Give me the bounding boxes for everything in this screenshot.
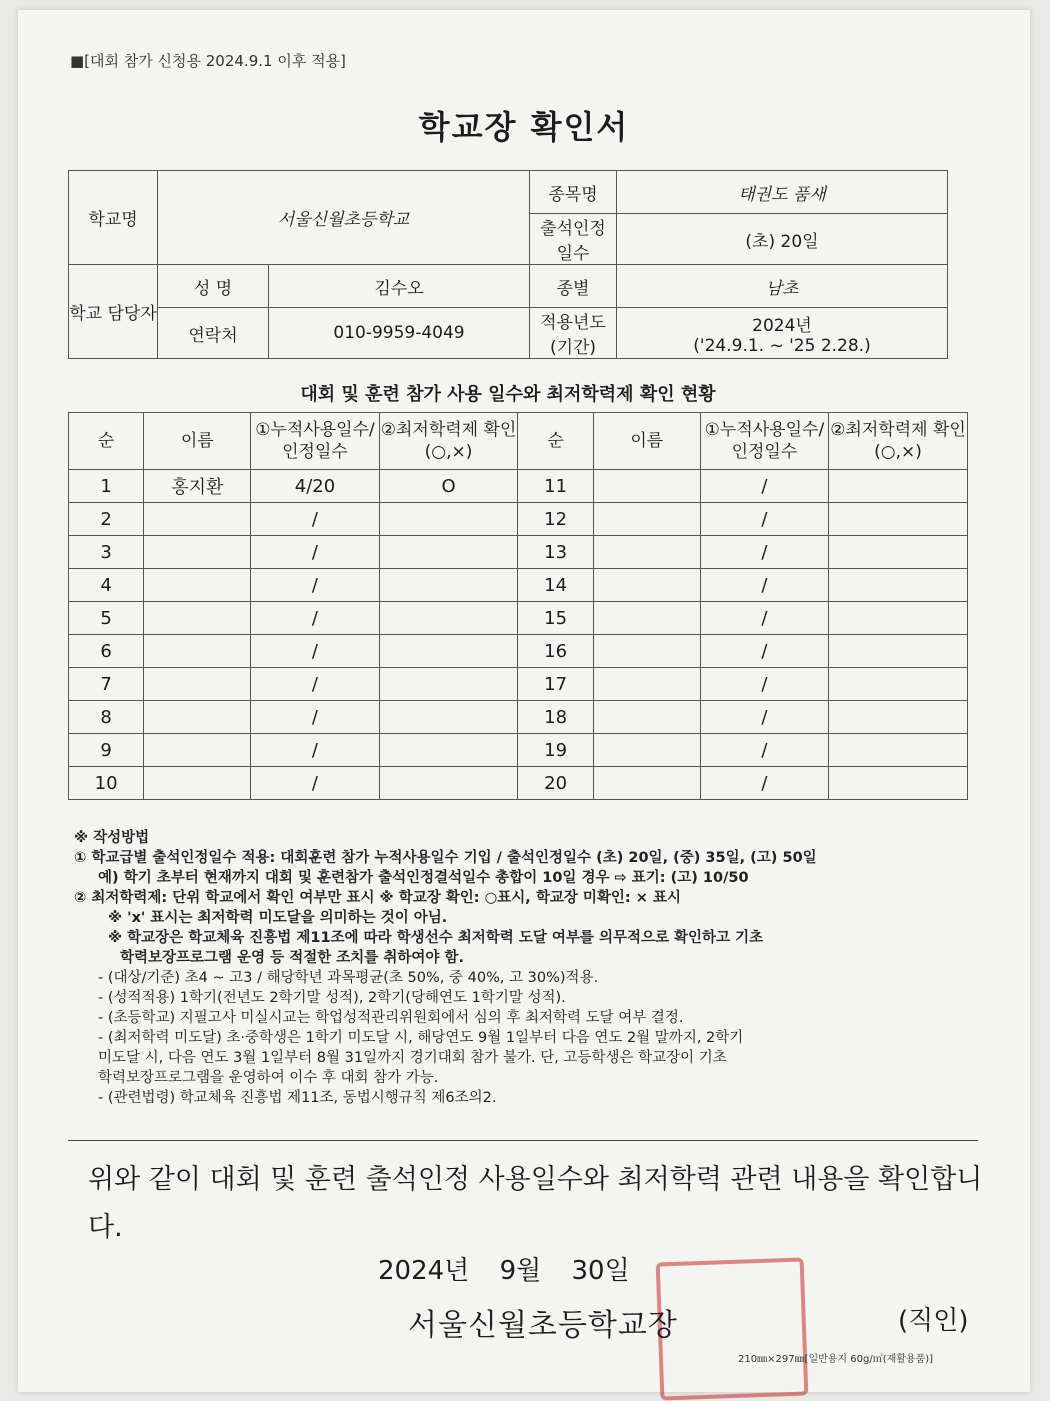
gender-value: 남초 — [617, 265, 948, 308]
note-sub-4b: 미도달 시, 다음 연도 3월 1일부터 8월 31일까지 경기대회 참가 불가. 단, 고등학생은 학교장이 기초 — [98, 1050, 727, 1066]
instructions — [74, 828, 984, 1108]
table-row — [69, 668, 968, 701]
table-row — [69, 470, 968, 503]
cell-name — [144, 635, 251, 668]
section-title: 대회 및 훈련 참가 사용 일수와 최저학력제 확인 현황 — [300, 384, 716, 405]
official-seal-stamp — [656, 1257, 809, 1400]
cell-no: 17 — [518, 668, 593, 701]
cell-days: / — [251, 602, 379, 635]
cell-no: 1 — [69, 470, 144, 503]
header-name-right: 이름 — [593, 413, 700, 470]
document-title: 학교장 확인서 — [418, 108, 630, 146]
cell-no: 13 — [518, 536, 593, 569]
cell-days: / — [251, 635, 379, 668]
header-days-right: ①누적사용일수/인정일수 — [700, 413, 828, 470]
cell-no: 2 — [69, 503, 144, 536]
period-value: ('24.9.1. ~ '25 2.28.) — [693, 335, 871, 356]
cell-no: 16 — [518, 635, 593, 668]
table-row — [69, 701, 968, 734]
date-day: 30일 — [571, 1256, 630, 1286]
cell-name — [593, 569, 700, 602]
cell-name — [593, 701, 700, 734]
cell-days: / — [700, 569, 828, 602]
header-confirm-right: ②최저학력제 확인(○,×) — [829, 413, 968, 470]
cell-days: / — [700, 767, 828, 800]
cell-no: 6 — [69, 635, 144, 668]
event-value: 태권도 품새 — [617, 171, 948, 214]
note-2d: 학력보장프로그램 운영 등 적절한 조치를 취하여야 함. — [120, 950, 464, 966]
cell-name — [144, 536, 251, 569]
note-sub-1: - (대상/기준) 초4 ~ 고3 / 해당학년 과목평균(초 50%, 중 40%, 고 30%)적용. — [98, 970, 599, 986]
cell-name — [144, 767, 251, 800]
header-name-left: 이름 — [144, 413, 251, 470]
cell-confirm — [829, 503, 968, 536]
table-header-row — [69, 413, 968, 470]
cell-name — [144, 569, 251, 602]
cell-confirm — [829, 602, 968, 635]
cell-days: / — [700, 734, 828, 767]
cell-no: 20 — [518, 767, 593, 800]
cell-days: / — [700, 602, 828, 635]
cell-confirm — [829, 734, 968, 767]
cell-days: / — [251, 536, 379, 569]
paper-spec-note: 210㎜×297㎜[일반용지 60g/㎡(재활용품)] — [738, 1354, 934, 1365]
year-value: 2024년 — [752, 315, 812, 336]
cell-name — [144, 602, 251, 635]
note-2b: ※ 'x' 표시는 최저학력 미도달을 의미하는 것이 아님. — [108, 910, 448, 926]
notes-heading: ※ 작성방법 — [74, 830, 150, 846]
cell-no: 18 — [518, 701, 593, 734]
cell-days: 4/20 — [251, 470, 379, 503]
cell-no: 5 — [69, 602, 144, 635]
date-year: 2024년 — [378, 1256, 470, 1286]
table-row — [69, 734, 968, 767]
cell-name — [144, 668, 251, 701]
cell-days: / — [700, 503, 828, 536]
cell-name — [593, 635, 700, 668]
divider — [68, 1140, 978, 1141]
name-value: 김수오 — [269, 265, 530, 308]
cell-confirm — [379, 503, 518, 536]
header-days-left: ①누적사용일수/인정일수 — [251, 413, 379, 470]
cell-name — [593, 734, 700, 767]
cell-days: / — [251, 668, 379, 701]
cell-name — [144, 701, 251, 734]
cell-name — [593, 536, 700, 569]
header-no-left: 순 — [69, 413, 144, 470]
header-confirm-left: ②최저학력제 확인(○,×) — [379, 413, 518, 470]
cell-confirm — [379, 569, 518, 602]
cell-days: / — [251, 701, 379, 734]
note-sub-5: - (관련법령) 학교체육 진흥법 제11조, 동법시행규칙 제6조의2. — [98, 1090, 497, 1106]
header-no-right: 순 — [518, 413, 593, 470]
cell-confirm — [379, 635, 518, 668]
cell-no: 15 — [518, 602, 593, 635]
cell-no: 14 — [518, 569, 593, 602]
name-label: 성 명 — [158, 265, 269, 308]
table-row — [69, 569, 968, 602]
date-month: 9월 — [499, 1256, 542, 1286]
table-row — [69, 767, 968, 800]
attend-value: (초) 20일 — [617, 214, 948, 265]
cell-no: 10 — [69, 767, 144, 800]
cell-confirm — [829, 569, 968, 602]
school-info-table — [68, 170, 948, 359]
note-sub-2: - (성적적용) 1학기(전년도 2학기말 성적), 2학기(당해연도 1학기말 성적). — [98, 990, 566, 1006]
note-sub-4a: - (최저학력 미도달) 초·중학생은 1학기 미도달 시, 해당연도 9월 1일부터 다음 연도 2월 말까지, 2학기 — [98, 1030, 744, 1046]
contact-label: 연락처 — [158, 308, 269, 359]
cell-confirm — [379, 536, 518, 569]
attend-label: 출석인정 일수 — [530, 214, 617, 265]
participation-table — [68, 412, 968, 800]
cell-no: 4 — [69, 569, 144, 602]
signing-date — [378, 1250, 630, 1287]
gender-label: 종별 — [530, 265, 617, 308]
note-2a: ② 최저학력제: 단위 학교에서 확인 여부만 표시 ※ 학교장 확인: ○표시, 학교장 미확인: × 표시 — [74, 890, 681, 906]
cell-no: 3 — [69, 536, 144, 569]
header-note: ■[대회 참가 신청용 2024.9.1 이후 적용] — [70, 52, 346, 70]
year-period-cell — [617, 308, 948, 359]
cell-name — [593, 668, 700, 701]
year-label: 적용년도 (기간) — [530, 308, 617, 359]
cell-no: 7 — [69, 668, 144, 701]
cell-days: / — [700, 635, 828, 668]
contact-value: 010-9959-4049 — [269, 308, 530, 359]
table-row — [69, 602, 968, 635]
note-2c: ※ 학교장은 학교체육 진흥법 제11조에 따라 학생선수 최저학력 도달 여부를 의무적으로 확인하고 기초 — [108, 930, 764, 946]
cell-confirm — [829, 470, 968, 503]
cell-confirm — [829, 701, 968, 734]
cell-name — [593, 767, 700, 800]
cell-name — [593, 503, 700, 536]
table-row — [69, 536, 968, 569]
cell-confirm — [379, 734, 518, 767]
cell-no: 11 — [518, 470, 593, 503]
cell-name: 홍지환 — [144, 470, 251, 503]
cell-confirm — [829, 767, 968, 800]
note-sub-4c: 학력보장프로그램을 운영하여 이수 후 대회 참가 가능. — [98, 1070, 439, 1086]
cell-no: 19 — [518, 734, 593, 767]
cell-name — [593, 602, 700, 635]
cell-confirm — [379, 602, 518, 635]
cell-confirm: O — [379, 470, 518, 503]
cell-days: / — [700, 536, 828, 569]
note-1a: ① 학교급별 출석인정일수 적용: 대회훈련 참가 누적사용일수 기입 / 출석인정일수 (초) 20일, (중) 35일, (고) 50일 — [74, 850, 817, 866]
table-body — [69, 470, 968, 800]
cell-confirm — [379, 701, 518, 734]
cell-days: / — [700, 668, 828, 701]
table-row — [69, 635, 968, 668]
cell-days: / — [700, 701, 828, 734]
cell-no: 9 — [69, 734, 144, 767]
school-label: 학교명 — [69, 171, 158, 265]
document-page — [18, 10, 1030, 1392]
cell-days: / — [251, 767, 379, 800]
cell-days: / — [700, 470, 828, 503]
school-value: 서울신월초등학교 — [158, 171, 530, 265]
cell-confirm — [829, 668, 968, 701]
cell-name — [144, 734, 251, 767]
cell-days: / — [251, 503, 379, 536]
note-1b: 예) 학기 초부터 현재까지 대회 및 훈련참가 출석인정결석일수 총합이 10일 경우 ⇨ 표기: (고) 10/50 — [98, 870, 749, 886]
cell-name — [144, 503, 251, 536]
event-label: 종목명 — [530, 171, 617, 214]
cell-no: 12 — [518, 503, 593, 536]
table-row — [69, 503, 968, 536]
confirmation-text: 위와 같이 대회 및 훈련 출석인정 사용일수와 최저학력 관련 내용을 확인합니다. — [88, 1164, 983, 1243]
cell-days: / — [251, 734, 379, 767]
cell-confirm — [379, 668, 518, 701]
signer-name: 서울신월초등학교장 — [408, 1308, 678, 1343]
manager-label: 학교 담당자 — [69, 265, 158, 359]
cell-confirm — [379, 767, 518, 800]
note-sub-3: - (초등학교) 지필고사 미실시교는 학업성적관리위원회에서 심의 후 최저학력 도달 여부 결정. — [98, 1010, 684, 1026]
seal-label: (직인) — [898, 1306, 969, 1336]
cell-confirm — [829, 635, 968, 668]
cell-confirm — [829, 536, 968, 569]
cell-name — [593, 470, 700, 503]
cell-days: / — [251, 569, 379, 602]
cell-no: 8 — [69, 701, 144, 734]
